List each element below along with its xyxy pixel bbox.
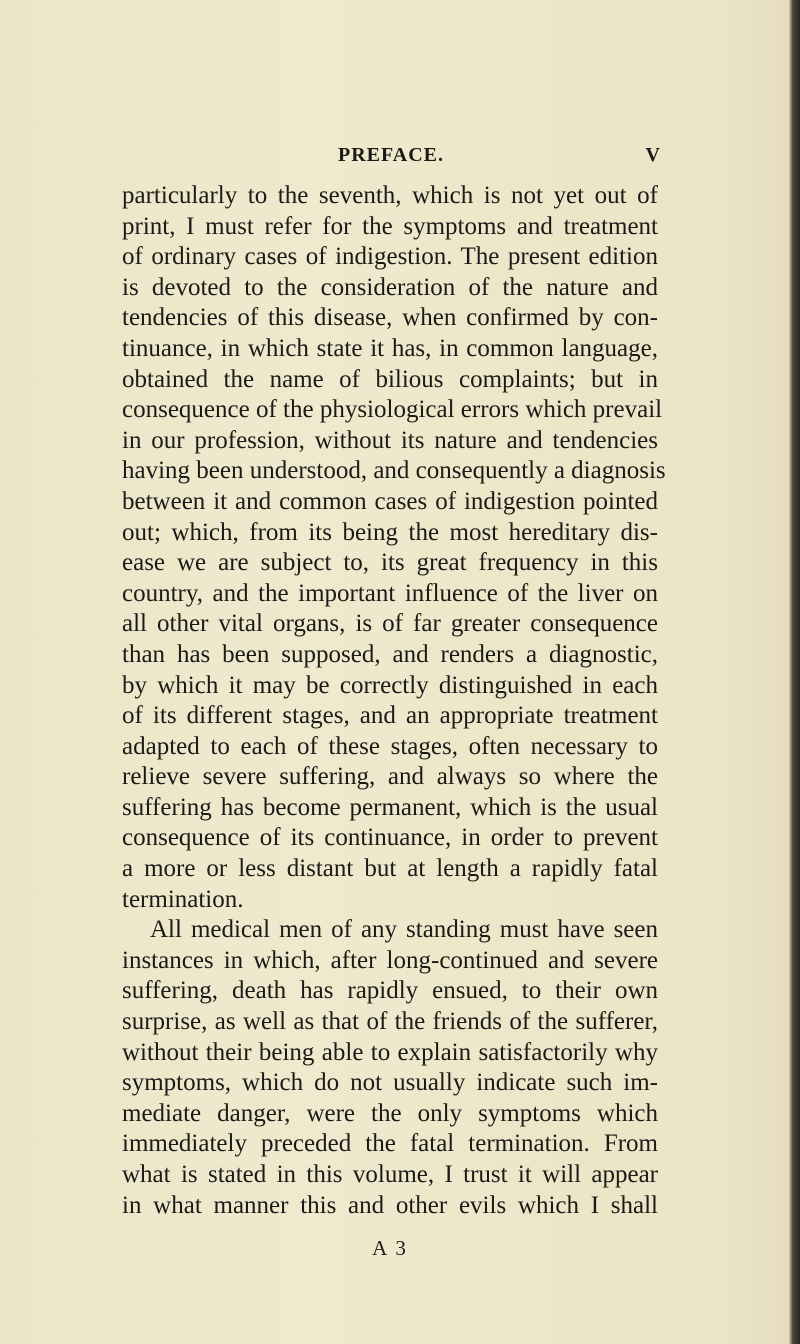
text-line: without their being able to explain satisfactorily why xyxy=(122,1038,658,1066)
text-line: surprise, as well as that of the friends of the sufferer, xyxy=(122,1008,658,1036)
text-line: between it and common cases of indigestion pointed xyxy=(122,487,658,515)
text-line-paragraph-start: All medical men of any standing must have seen xyxy=(150,916,658,944)
text-line: in what manner this and other evils which I shall xyxy=(122,1191,658,1219)
text-line: is devoted to the consideration of the nature and xyxy=(122,273,658,301)
text-line: in our profession, without its nature and tendencies xyxy=(122,426,658,454)
text-line: instances in which, after long-continued and severe xyxy=(122,946,658,974)
text-line: relieve severe suffering, and always so where the xyxy=(122,763,658,791)
text-line: ease we are subject to, its great frequency in this xyxy=(122,549,658,577)
text-line: by which it may be correctly distinguished in each xyxy=(122,671,658,699)
text-line: immediately preceded the fatal termination. From xyxy=(122,1130,658,1158)
text-line-paragraph-end: termination. xyxy=(122,885,244,913)
signature-mark: A 3 xyxy=(372,1236,408,1260)
text-line: adapted to each of these stages, often necessary to xyxy=(122,732,658,760)
text-line: symptoms, which do not usually indicate such im- xyxy=(122,1069,658,1097)
text-line: consequence of its continuance, in order to prevent xyxy=(122,824,658,852)
text-line: obtained the name of bilious complaints; but in xyxy=(122,365,658,393)
text-line: suffering, death has rapidly ensued, to their own xyxy=(122,977,658,1005)
text-line: of its different stages, and an appropriate treatment xyxy=(122,702,658,730)
text-line: all other vital organs, is of far greater consequence xyxy=(122,610,658,638)
page-header xyxy=(122,140,660,170)
text-line: than has been supposed, and renders a diagnostic, xyxy=(122,640,658,668)
body-text xyxy=(122,181,666,1221)
text-line: having been understood, and consequently a diagnosis xyxy=(122,457,666,485)
text-line: tinuance, in which state it has, in common language, xyxy=(122,334,658,362)
text-line: of ordinary cases of indigestion. The present edition xyxy=(122,243,658,271)
text-line: out; which, from its being the most hereditary dis- xyxy=(122,518,658,546)
text-line: mediate danger, were the only symptoms which xyxy=(122,1099,658,1127)
text-line: print, I must refer for the symptoms and treatment xyxy=(122,212,658,240)
text-line: a more or less distant but at length a rapidly fatal xyxy=(122,855,658,883)
text-line: tendencies of this disease, when confirmed by con- xyxy=(122,304,658,332)
text-line: particularly to the seventh, which is not yet out of xyxy=(122,182,658,209)
running-title: PREFACE. xyxy=(338,144,444,166)
text-line: consequence of the physiological errors which prevail xyxy=(122,396,663,424)
text-line: what is stated in this volume, I trust it will appear xyxy=(122,1161,658,1188)
text-line: country, and the important influence of the liver on xyxy=(122,579,658,607)
page-number: V xyxy=(645,144,660,166)
page-edge-shadow xyxy=(789,0,800,1344)
text-line: suffering has become permanent, which is the usual xyxy=(122,793,658,821)
